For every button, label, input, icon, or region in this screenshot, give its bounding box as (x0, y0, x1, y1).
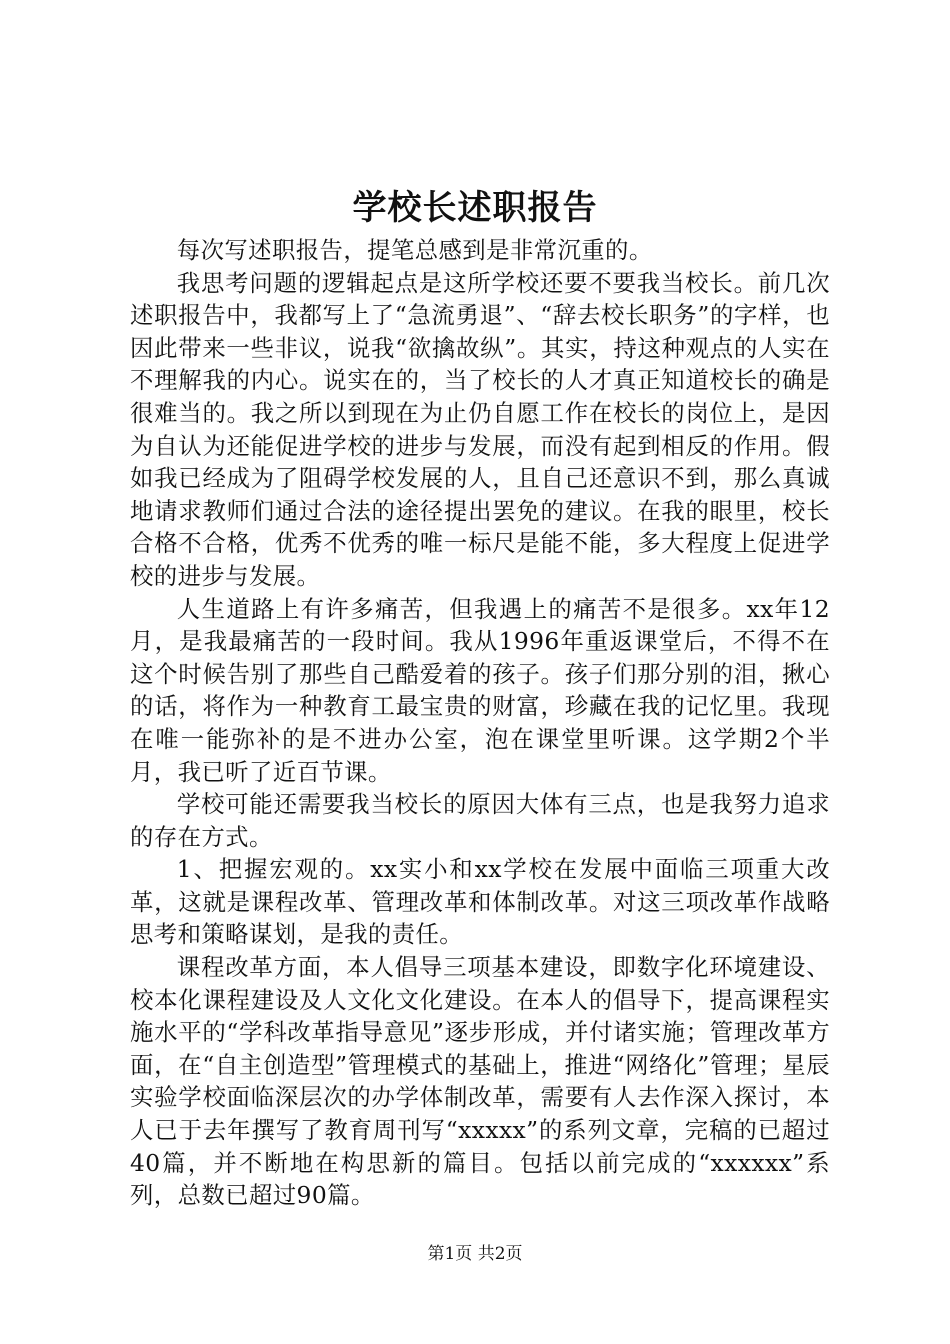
paragraph: 我思考问题的逻辑起点是这所学校还要不要我当校长。前几次述职报告中，我都写上了“急流勇退”、“辞去校长职务”的字样，也因此带来一些非议，说我“欲擒故纵”。其实，持这种观点的人实在不理解我的内心。说实在的，当了校长的人才真正知道校长的确是很难当的。我之所以到现在为止仍自愿工作在校长的岗位上，是因为自认为还能促进学校的进步与发展，而没有起到相反的作用。假如我已经成为了阻碍学校发展的人，且自己还意识不到，那么真诚地请求教师们通过合法的途径提出罢免的建议。在我的眼里，校长合格不合格，优秀不优秀的唯一标尺是能不能，多大程度上促进学校的进步与发展。 (130, 268, 830, 590)
paragraph: 1、把握宏观的。xx实小和xx学校在发展中面临三项重大改革，这就是课程改革、管理改革和体制改革。对这三项改革作战略思考和策略谋划，是我的责任。 (130, 855, 830, 949)
document-title: 学校长述职报告 (352, 188, 598, 228)
paragraph: 课程改革方面，本人倡导三项基本建设，即数字化环境建设、校本化课程建设及人文化文化建设。在本人的倡导下，提高课程实施水平的“学科改革指导意见”逐步形成，并付诸实施；管理改革方面，在“自主创造型”管理模式的基础上，推进“网络化”管理；星辰实验学校面临深层次的办学体制改革，需要有人去作深入探讨，本人已于去年撰写了教育周刊写“xxxxx”的系列文章，完稿的已超过40篇，并不断地在构思新的篇目。包括以前完成的“xxxxxx”系列，总数已超过90篇。 (130, 953, 830, 1210)
document-body (130, 234, 830, 1212)
paragraph: 人生道路上有许多痛苦，但我遇上的痛苦不是很多。xx年12月，是我最痛苦的一段时间。我从1996年重返课堂后，不得不在这个时候告别了那些自己酷爱着的孩子。孩子们那分别的泪，揪心的话，将作为一种教育工最宝贵的财富，珍藏在我的记忆里。我现在唯一能弥补的是不进办公室，泡在课堂里听课。这学期2个半月，我已听了近百节课。 (130, 594, 830, 786)
paragraph: 每次写述职报告，提笔总感到是非常沉重的。 (176, 236, 653, 264)
paragraph: 学校可能还需要我当校长的原因大体有三点，也是我努力追求的存在方式。 (130, 790, 830, 851)
page-number-footer: 第1页 共2页 (427, 1244, 523, 1264)
